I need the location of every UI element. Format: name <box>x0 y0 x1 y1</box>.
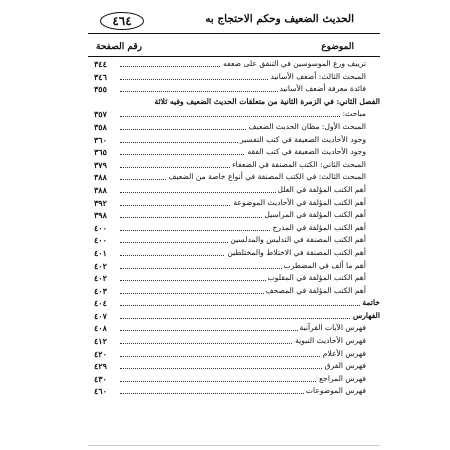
toc-entry-title: أهم الكتب المؤلفة في المراسيل <box>262 209 366 222</box>
dot-leader <box>120 305 362 306</box>
toc-entry <box>88 272 380 285</box>
toc-entry-title: فهرس الفرق <box>323 360 366 373</box>
toc-entry-page: ٣٦٠ <box>94 134 107 145</box>
toc-entry <box>88 322 380 335</box>
toc-entry <box>88 360 380 373</box>
running-title: الحديث الضعيف وحكم الاحتجاج به <box>205 13 354 25</box>
toc-entry-page: ٣٤٤ <box>94 59 107 69</box>
toc-entry-page: ٤٠٢ <box>94 260 107 271</box>
toc-entry-title: وجود الأحاديث الضعيفة في كتب التفسير <box>238 134 366 147</box>
toc-entry-title: وجود الأحاديث الضعيفة في كتب الفقه <box>245 146 366 159</box>
toc-entry-title: أهم الكتب المؤلفة في المقلوب <box>266 272 366 285</box>
toc-entry <box>88 134 380 147</box>
toc-entry <box>88 348 380 361</box>
column-header-rule <box>88 56 380 57</box>
column-header-page: رقم الصفحة <box>96 42 143 52</box>
toc-entry-title: فهرس الأحاديث النبوية <box>293 335 366 348</box>
toc-entry-title: المبحث الثالث: في الكتب المصنفة في أنواع خاصة من الضعيف <box>167 171 366 184</box>
toc-entry-page: ٣٨٨ <box>94 184 107 195</box>
toc-entry-page: ٣٤٦ <box>94 71 107 82</box>
toc-entry <box>88 247 380 260</box>
toc-entry <box>88 171 380 184</box>
toc-entry <box>88 260 380 273</box>
toc-entry-page: ٤٠١ <box>94 247 107 258</box>
toc-entry <box>88 108 380 121</box>
toc-entry <box>88 146 380 159</box>
toc-entry-page: ٤٠٠ <box>94 235 107 246</box>
toc-entry-title: أهم الكتب المصنفة في التدليس والمدلسين <box>228 234 366 247</box>
toc-entry-title: أهم الكتب المؤلفة في المصحف <box>264 285 366 298</box>
toc-entry-title: تزييف ورع الموسوسين في التنفق على ضعفه <box>221 58 366 71</box>
toc-entry <box>88 385 380 398</box>
toc-entry-page: ٤١٢ <box>94 336 107 347</box>
toc-entry-title: أهم الكتب المؤلفة في العلل <box>276 184 366 197</box>
toc-entry <box>88 335 380 348</box>
toc-entry <box>88 209 380 222</box>
toc-entry-page: ٤٠٧ <box>94 310 107 321</box>
toc-entry-page: ٤٠٣ <box>94 285 107 296</box>
toc-entry <box>88 373 380 386</box>
toc-entry-page: ٤٦٠ <box>94 386 107 397</box>
toc-entry <box>88 58 380 71</box>
toc-entry-page: ٣٨٨ <box>94 172 107 183</box>
toc-entry-title: فهرس الآيات القرآنية <box>298 322 366 335</box>
toc-entry-page: ٣٦٥ <box>94 147 107 158</box>
toc-entry-page: ٣٥٨ <box>94 121 107 132</box>
toc-entry-page: ٣٥٥ <box>94 84 107 95</box>
toc-entry-title: فهرس الموضوعات <box>304 385 366 398</box>
toc-entry-page: ٤٠٨ <box>94 323 107 334</box>
toc-entry <box>88 159 380 172</box>
toc-entry <box>88 197 380 210</box>
page-number: ٤٦٤ <box>100 12 144 30</box>
toc-entry-title: أهم ما ألف في المضطرب <box>282 260 366 273</box>
toc-entry <box>88 222 380 235</box>
toc-entry-page: ٣٩٢ <box>94 197 107 208</box>
toc-entry-title: أهم الكتب المؤلفة في المدرج <box>271 222 366 235</box>
toc-entry-title: المبحث الأول: مظان الحديث الضعيف <box>247 121 366 134</box>
toc-entry-page: ٤٢٠ <box>94 348 107 359</box>
toc-entry <box>88 310 380 323</box>
toc-entry <box>88 285 380 298</box>
toc-entry-page: ٤٠٠ <box>94 222 107 233</box>
toc-entry <box>88 297 380 310</box>
dot-leader <box>120 318 362 319</box>
toc-entry-title: فهرس الأعلام <box>321 348 366 361</box>
toc-entry-title: أهم الكتب المؤلفة في الأحاديث الموضوعة <box>231 197 366 210</box>
toc-entry-title: فائدة معرفة أضعف الأسانيد <box>278 83 366 96</box>
toc-list <box>88 58 380 398</box>
toc-entry <box>88 121 380 134</box>
toc-entry-title: أهم الكتب المصنفة في الاختلاط والمختلطين <box>225 247 366 260</box>
toc-entry-title: خاتمة <box>360 297 380 310</box>
column-header-topic: الموضوع <box>321 42 354 52</box>
toc-entry-page: ٣٥٧ <box>94 109 107 120</box>
header-rule <box>88 33 380 34</box>
toc-entry <box>88 83 380 96</box>
toc-entry-title: الفصل الثاني: في الزمرة الثانية من متعلقات الحديث الضعيف وفيه ثلاثة <box>152 96 380 109</box>
toc-entry-page: ٣٩٨ <box>94 210 107 221</box>
toc-entry-page: ٣٧٩ <box>94 159 107 170</box>
toc-entry-title: الفهارس <box>351 310 380 323</box>
toc-entry-page: ٤٠٤ <box>94 298 107 309</box>
toc-entry <box>88 234 380 247</box>
toc-entry-page: ٤٢٩ <box>94 361 107 372</box>
toc-entry-page: ٤٣٠ <box>94 373 107 384</box>
dot-leader <box>120 116 362 117</box>
toc-entry-page: ٤٠٢ <box>94 273 107 284</box>
toc-entry-title: مباحث: <box>341 108 366 121</box>
toc-entry <box>88 184 380 197</box>
toc-entry <box>88 96 380 109</box>
toc-entry-title: المبحث الثالث: أضعف الأسانيد <box>268 71 366 84</box>
toc-entry-title: فهرس المراجع <box>317 373 366 386</box>
bottom-rule <box>88 445 380 446</box>
toc-entry-title: المبحث الثاني: الكتب المصنفة في الضعفاء <box>230 159 366 172</box>
toc-entry <box>88 71 380 84</box>
